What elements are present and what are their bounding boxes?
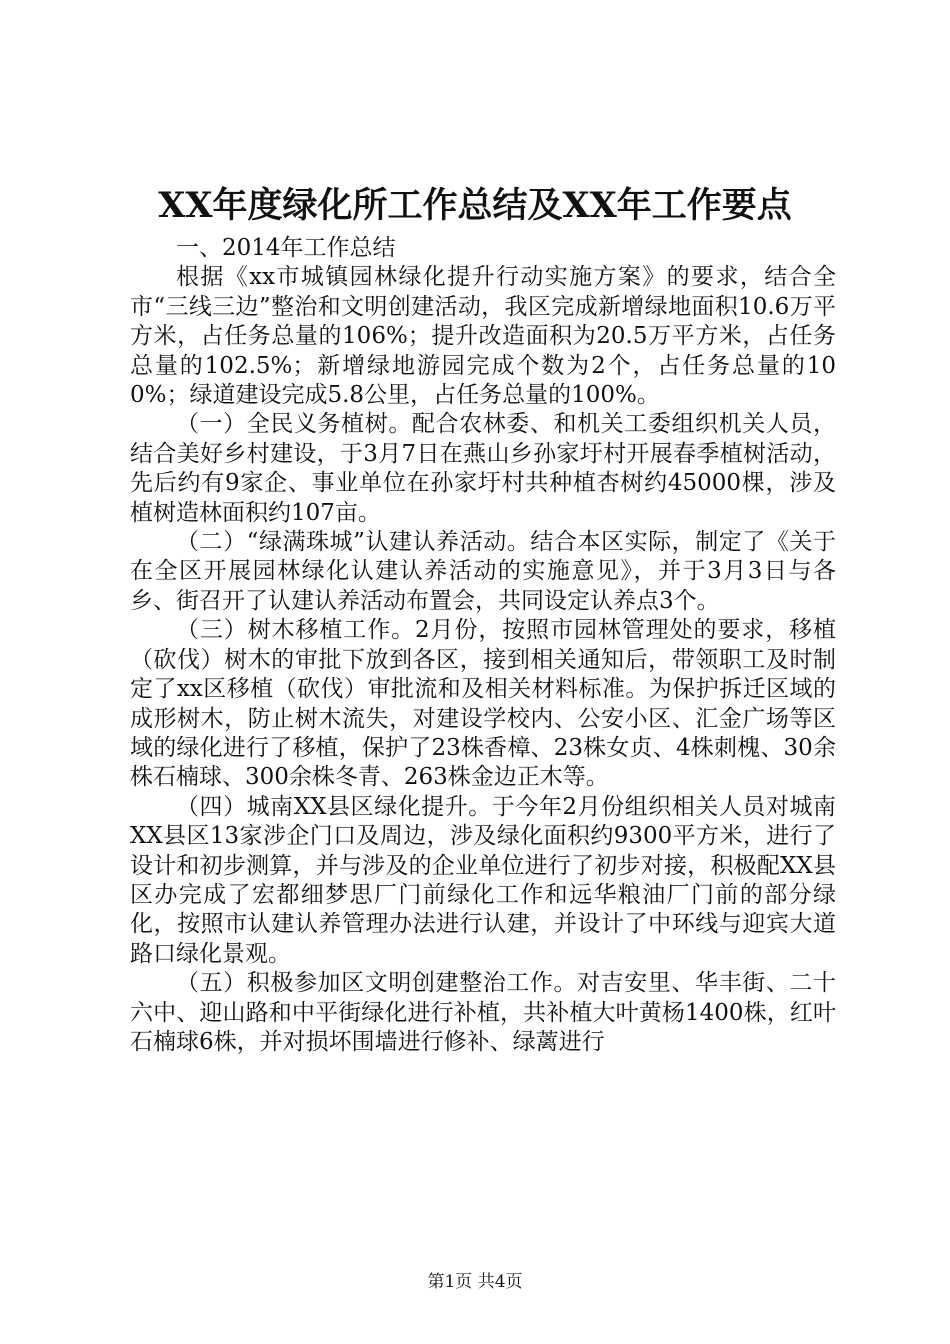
document-title: XX年度绿化所工作总结及XX年工作要点: [158, 185, 792, 226]
paragraph-civilization-work: （五）积极参加区文明创建整治工作。对吉安里、华丰街、二十六中、迎山路和中平街绿化进行补植，共补植大叶黄杨1400株，红叶石楠球6株，并对损坏围墙进行修补、绿蓠进行: [130, 970, 836, 1055]
paragraph-tree-planting: （一）全民义务植树。配合农林委、和机关工委组织机关人员，结合美好乡村建设，于3月7日在燕山乡孙家圩村开展春季植树活动，先后约有9家企、事业单位在孙家圩村共种植杏树约45000棵，涉及植树造林面积约107亩。: [130, 411, 836, 526]
document-body: [130, 234, 836, 1057]
page-footer: 第1页 共4页: [427, 1272, 523, 1292]
paragraph-summary: 根据《xx市城镇园林绿化提升行动实施方案》的要求，结合全市“三线三边”整治和文明创建活动，我区完成新增绿地面积10.6万平方米，占任务总量的106%；提升改造面积为20.5万平方米，占任务总量的102.5%；新增绿地游园完成个数为2个，占任务总量的100%；绿道建设完成5.8公里，占任务总量的100%。: [130, 264, 836, 409]
section-heading: 一、2014年工作总结: [176, 235, 396, 261]
paragraph-adoption-activity: （二）“绿满珠城”认建认养活动。结合本区实际，制定了《关于在全区开展园林绿化认建认养活动的实施意见》，并于3月3日与各乡、街召开了认建认养活动布置会，共同设定认养点3个。: [130, 529, 836, 614]
paragraph-district-greening: （四）城南XX县区绿化提升。于今年2月份组织相关人员对城南XX县区13家涉企门口及周边，涉及绿化面积约9300平方米，进行了设计和初步测算，并与涉及的企业单位进行了初步对接，积极配XX县区办完成了宏都细梦思厂门前绿化工作和远华粮油厂门前的部分绿化，按照市认建认养管理办法进行认建，并设计了中环线与迎宾大道路口绿化景观。: [130, 793, 836, 967]
paragraph-tree-transplant: （三）树木移植工作。2月份，按照市园林管理处的要求，移植（砍伐）树木的审批下放到各区，接到相关通知后，带领职工及时制定了xx区移植（砍伐）审批流和及相关材料标准。为保护拆迁区域的成形树木，防止树木流失，对建设学校内、公安小区、汇金广场等区域的绿化进行了移植，保护了23株香樟、23株女贞、4株刺槐、30余株石楠球、300余株冬青、263株金边正木等。: [130, 617, 836, 791]
